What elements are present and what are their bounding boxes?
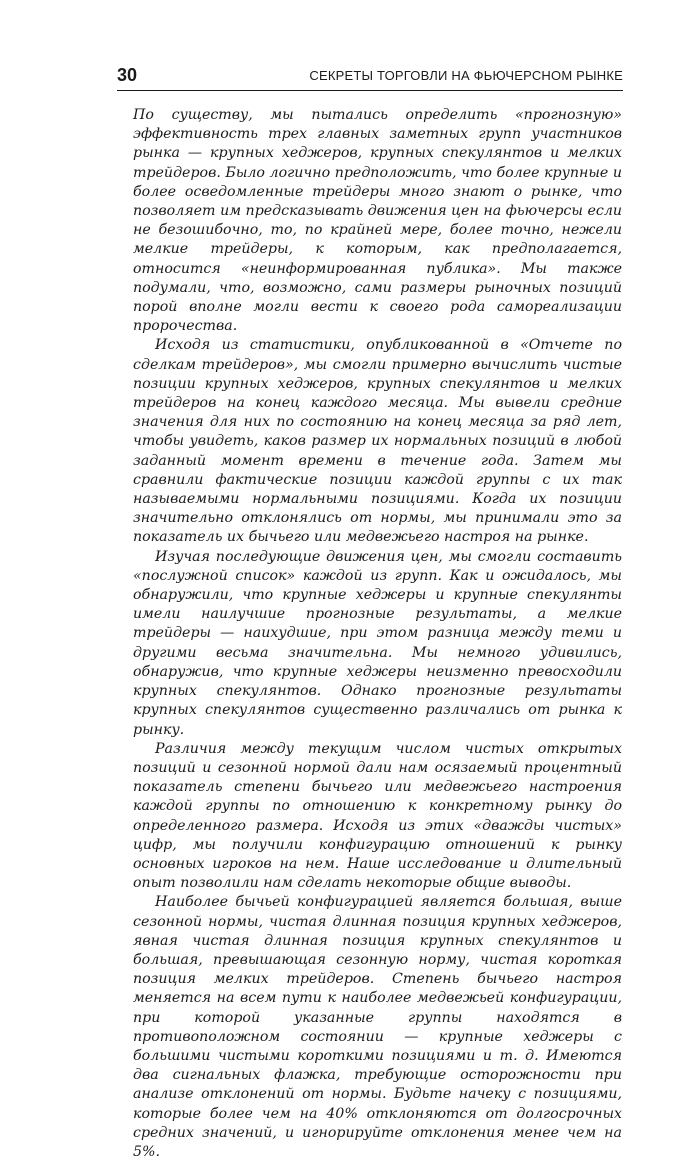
running-head-title: СЕКРЕТЫ ТОРГОВЛИ НА ФЬЮЧЕРСНОМ РЫНКЕ [309, 68, 623, 83]
paragraph: По существу, мы пытались определить «прогнозную» эффективность трех главных заметных групп участников рынка — крупных хеджеров, крупных спекулянтов и мелких трейдеров. Было логично предположить, что более крупные и более осведомленные трейдеры много знают о рынке, что позволяет им предсказывать движения цен на фьючерсы если не безошибочно, то, по крайней мере, более точно, нежели мелкие трейдеры, к которым, как предполагается, относится «неинформированная публика». Мы также подумали, что, возможно, сами размеры рыночных позиций порой вполне могли вести к своего рода самореализации пророчества. [133, 107, 622, 335]
running-head [117, 66, 623, 90]
header-rule [117, 90, 623, 91]
paragraph: Изучая последующие движения цен, мы смогли составить «послужной список» каждой из групп. Как и ожидалось, мы обнаружили, что крупные хеджеры и крупные спекулянты имели наилучшие прогнозные результаты, а мелкие трейдеры — наихудшие, при этом разница между теми и другими весьма значительна. Мы немного удивились, обнаружив, что крупные хеджеры неизменно превосходили крупных спекулянтов. Однако прогнозные результаты крупных спекулянтов существенно различались от рынка к рынку. [133, 548, 622, 738]
body-text [133, 106, 622, 1162]
paragraph: Различия между текущим числом чистых открытых позиций и сезонной нормой дали нам осязаемый процентный показатель степени бычьего или медвежьего настроения каждой группы по отношению к конкретному рынку до определенного размера. Исходя из этих «дважды чистых» цифр, мы получили конфигурацию отношений к рынку основных игроков на нем. Наше исследование и длительный опыт позволили нам сделать некоторые общие выводы. [133, 740, 622, 892]
page-number: 30 [117, 65, 138, 85]
paragraph: Исходя из статистики, опубликованной в «Отчете по сделкам трейдеров», мы смогли примерно вычислить чистые позиции крупных хеджеров, крупных спекулянтов и мелких трейдеров на конец каждого месяца. Мы вывели средние значения для них по состоянию на конец месяца за ряд лет, чтобы увидеть, каков размер их нормальных позиций в любой заданный момент времени в течение года. Затем мы сравнили фактические позиции каждой группы с их так называемыми нормальными позициями. Когда их позиции значительно отклонялись от нормы, мы принимали это за показатель их бычьего или медвежьего настроя на рынке. [133, 337, 622, 546]
paragraph: Наиболее бычьей конфигурацией является большая, выше сезонной нормы, чистая длинная позиция крупных хеджеров, явная чистая длинная позиция крупных спекулянтов и большая, превышающая сезонную норму, чистая короткая позиция мелких трейдеров. Степень бычьего настроя меняется на всем пути к наиболее медвежьей конфигурации, при которой указанные группы находятся в противоположном состоянии — крупные хеджеры с большими чистыми короткими позициями и т. д. Имеются два сигнальных флажка, требующие осторожности при анализе отклонений от нормы. Будьте начеку с позициями, которые более чем на 40% отклоняются от долгосрочных средних значений, и игнорируйте отклонения менее чем на 5%. [133, 894, 622, 1160]
